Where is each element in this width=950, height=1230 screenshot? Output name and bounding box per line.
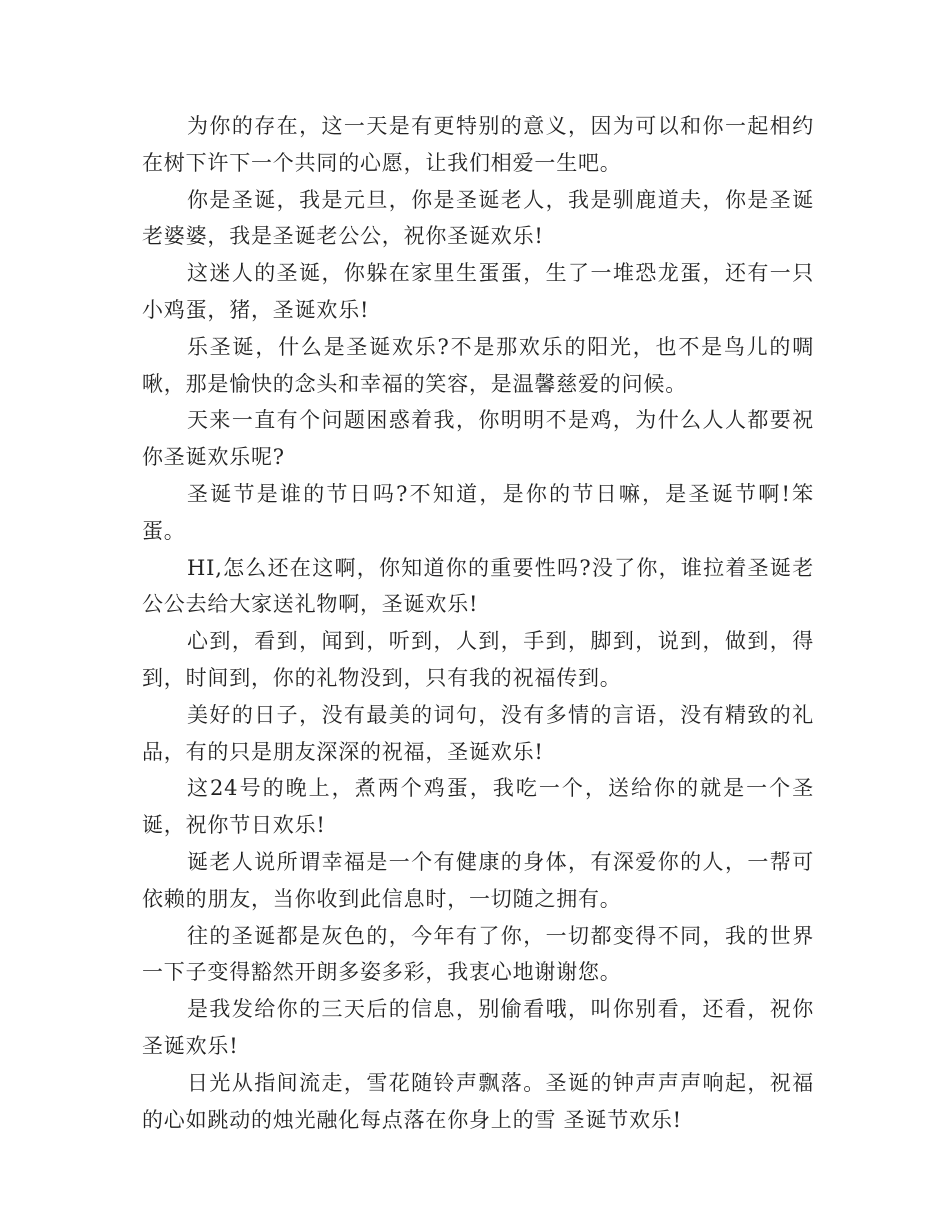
paragraph-10: 这24号的晚上，煮两个鸡蛋，我吃一个，送给你的就是一个圣诞，祝你节日欢乐! <box>142 776 814 838</box>
paragraph-14: 日光从指间流走，雪花随铃声飘落。圣诞的钟声声声响起，祝福的心如跳动的烛光融化每点落在你身上的雪 圣诞节欢乐! <box>142 1070 814 1132</box>
paragraph-12: 往的圣诞都是灰色的，今年有了你，一切都变得不同，我的世界一下子变得豁然开朗多姿多彩，我衷心地谢谢您。 <box>142 923 814 985</box>
paragraph-13: 是我发给你的三天后的信息，别偷看哦，叫你别看，还看，祝你圣诞欢乐! <box>142 997 814 1058</box>
paragraph-5: 天来一直有个问题困惑着我，你明明不是鸡，为什么人人都要祝你圣诞欢乐呢? <box>142 408 814 470</box>
paragraph-2: 你是圣诞，我是元旦，你是圣诞老人，我是驯鹿道夫，你是圣诞老婆婆，我是圣诞老公公，祝你圣诞欢乐! <box>142 187 814 249</box>
paragraph-8: 心到，看到，闻到，听到，人到，手到，脚到，说到，做到，得到，时间到，你的礼物没到，只有我的祝福传到。 <box>142 629 814 690</box>
paragraph-7: HI,怎么还在这啊，你知道你的重要性吗?没了你，谁拉着圣诞老公公去给大家送礼物啊，圣诞欢乐! <box>142 555 814 617</box>
paragraph-6: 圣诞节是谁的节日吗?不知道，是你的节日嘛，是圣诞节啊!笨蛋。 <box>142 481 814 543</box>
document-body <box>142 108 814 1138</box>
paragraph-4: 乐圣诞，什么是圣诞欢乐?不是那欢乐的阳光，也不是鸟儿的啁啾，那是愉快的念头和幸福的笑容，是温馨慈爱的问候。 <box>142 334 814 396</box>
paragraph-1: 为你的存在，这一天是有更特别的意义，因为可以和你一起相约在树下许下一个共同的心愿，让我们相爱一生吧。 <box>142 114 814 175</box>
paragraph-9: 美好的日子，没有最美的词句，没有多情的言语，没有精致的礼品，有的只是朋友深深的祝福，圣诞欢乐! <box>142 702 814 764</box>
paragraph-11: 诞老人说所谓幸福是一个有健康的身体，有深爱你的人，一帮可依赖的朋友，当你收到此信息时，一切随之拥有。 <box>142 849 814 911</box>
paragraph-3: 这迷人的圣诞，你躲在家里生蛋蛋，生了一堆恐龙蛋，还有一只小鸡蛋，猪，圣诞欢乐! <box>142 261 814 322</box>
